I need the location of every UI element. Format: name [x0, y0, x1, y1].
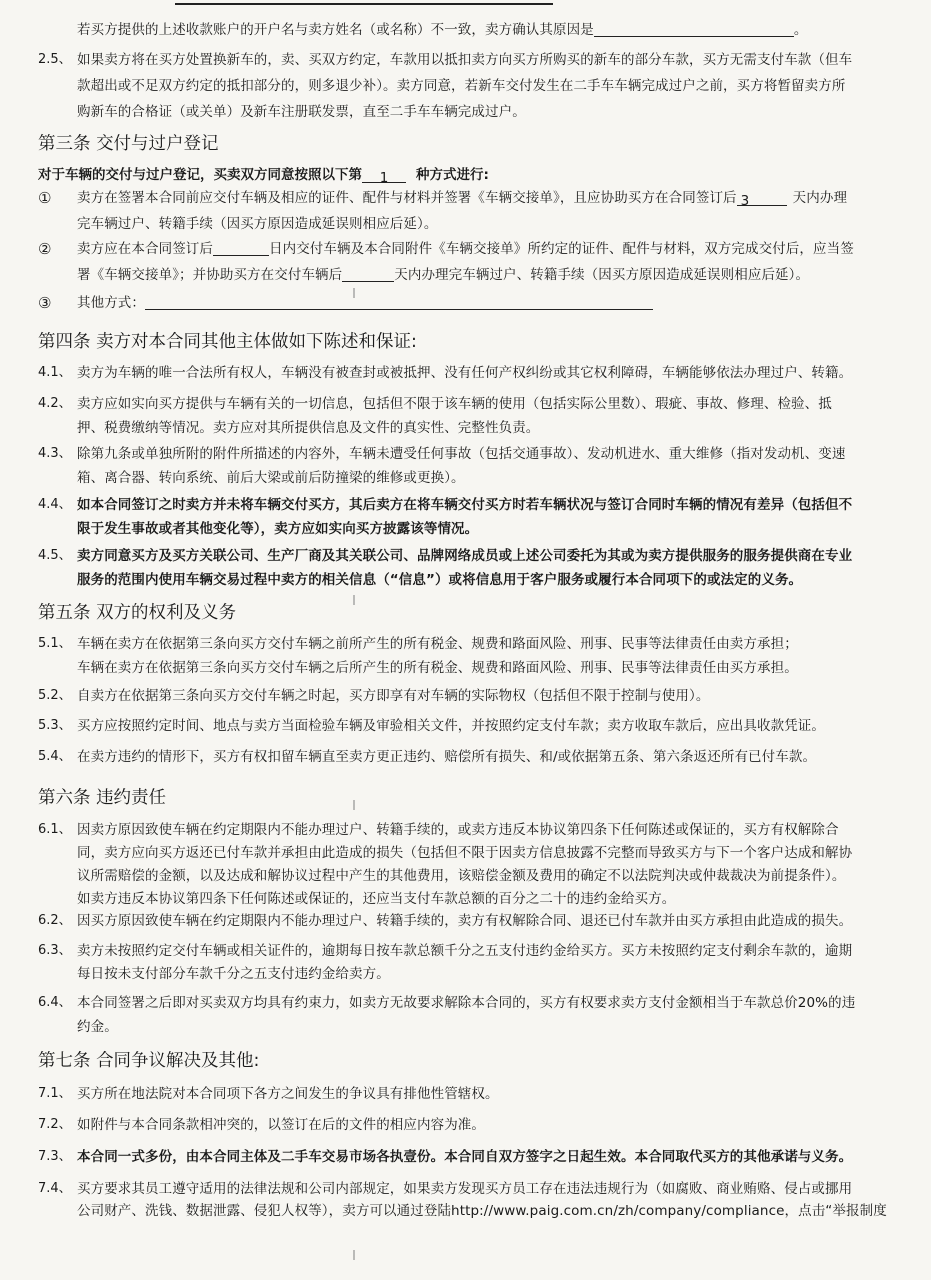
option-2-delivery-days-field[interactable] [213, 238, 269, 256]
clause-7-2-line-1: 如附件与本合同条款相冲突的，以签订在后的文件的相应内容为准。 [77, 1117, 485, 1133]
clause-6-2-line-1: 因买方原因致使车辆在约定期限内不能办理过户、转籍手续的，卖方有权解除合同、退还已付车款并由买方承担由此造成的损失。 [77, 913, 853, 929]
clause-4-3-line-2: 箱、离合器、转向系统、前后大梁或前后防撞梁的维修或更换）。 [77, 470, 465, 486]
underline-mark [175, 3, 553, 5]
option-1-days-field[interactable]: 3 [737, 188, 787, 206]
option-2-transfer-days-field[interactable] [342, 264, 394, 282]
clause-4-3-line-1: 除第九条或单独所附的附件所描述的内容外，车辆未遭受任何事故（包括交通事故）、发动机进水、重大维修（指对发动机、变速 [77, 446, 846, 462]
clause-7-1-line-1: 买方所在地法院对本合同项下各方之间发生的争议具有排他性管辖权。 [77, 1086, 499, 1102]
clause-5-4-line-1: 在卖方违约的情形下，买方有权扣留车辆直至卖方更正违约、赔偿所有损失、和/或依据第五条、第六条返还所有已付车款。 [77, 749, 817, 765]
scan-mark [353, 288, 355, 298]
clause-number: 4.2、 [38, 396, 72, 411]
clause-6-1-line-4: 如卖方违反本协议第四条下任何陈述或保证的，还应当支付车款总额的百分之二十的违约金给买方。 [77, 891, 676, 907]
account-mismatch-line [77, 17, 899, 43]
option-2-text-2: 署《车辆交接单》；并协助买方在交付车辆后 [77, 267, 343, 283]
clause-5-1-line-2: 车辆在卖方在依据第三条向买方交付车辆之后所产生的所有税金、规费和路面风险、刑事、民事等法律责任由买方承担。 [77, 660, 798, 676]
other-method-field[interactable] [145, 292, 653, 310]
clause-5-1-line-1: 车辆在卖方在依据第三条向买方交付车辆之前所产生的所有税金、规费和路面风险、刑事、民事等法律责任由卖方承担； [77, 636, 798, 652]
clause-number: 5.4、 [38, 749, 72, 764]
clause-5-3-line-1: 买方应按照约定时间、地点与卖方当面检验车辆及审验相关文件，并按照约定支付车款；卖方收取车款后，应出具收款凭证。 [77, 718, 825, 734]
clause-4-5-line-1: 卖方同意买方及买方关联公司、生产厂商及其关联公司、品牌网络成员或上述公司委托为其或为卖方提供服务的服务提供商在专业 [77, 548, 853, 564]
clause-2-5-line-3: 购新车的合格证（或关单）及新车注册联发票，直至二手车车辆完成过户。 [77, 104, 526, 120]
option-3-label: 其他方式： [77, 295, 145, 311]
option-1-line-1 [77, 185, 899, 211]
section-4-heading: 第四条 卖方对本合同其他主体做如下陈述和保证: [38, 332, 417, 352]
reason-blank[interactable] [594, 19, 794, 37]
option-2-line-1 [77, 236, 899, 262]
section-3-heading: 第三条 交付与过户登记 [38, 134, 219, 154]
clause-number: 7.1、 [38, 1086, 72, 1101]
option-2-text-cont: 日内交付车辆及本合同附件《车辆交接单》所约定的证件、配件与材料，双方完成交付后，应当签 [269, 241, 854, 257]
clause-4-5-line-2: 服务的范围内使用车辆交易过程中卖方的相关信息（“信息”）或将信息用于客户服务或履行本合同项下的或法定的义务。 [77, 572, 803, 588]
option-3-line [77, 290, 899, 316]
clause-6-3-line-1: 卖方未按照约定交付车辆或相关证件的，逾期每日按车款总额千分之五支付违约金给买方。买方未按照约定支付剩余车款的，逾期 [77, 943, 853, 959]
lead-text-end: 种方式进行: [416, 167, 489, 183]
clause-number: 5.3、 [38, 718, 72, 733]
scan-mark [353, 595, 355, 605]
clause-6-3-line-2: 每日按未支付部分车款千分之五支付违约金给卖方。 [77, 966, 390, 982]
clause-number: 4.3、 [38, 446, 72, 461]
scan-mark [353, 1250, 355, 1260]
clause-7-4-line-1: 买方要求其员工遵守适用的法律法规和公司内部规定，如果卖方发现买方员工存在违法违规行为（如腐败、商业贿赂、侵占或挪用 [77, 1181, 853, 1197]
lead-text: 对于车辆的交付与过户登记，买卖双方同意按照以下第 [38, 167, 362, 183]
clause-number: 5.2、 [38, 688, 72, 703]
clause-2-5-line-2: 款超出或不足双方约定的抵扣部分的，则多退少补）。卖方同意，若新车交付发生在二手车车辆完成过户之前，买方将暂留卖方所 [77, 78, 846, 94]
clause-number: 6.3、 [38, 943, 72, 958]
clause-number: 4.4、 [38, 497, 72, 512]
option-1-mark: ① [38, 189, 52, 207]
section-6-heading: 第六条 违约责任 [38, 788, 167, 808]
section-7-heading: 第七条 合同争议解决及其他: [38, 1051, 260, 1071]
scan-mark [353, 800, 355, 810]
clause-4-2-line-2: 押、税费缴纳等情况。卖方应对其所提供信息及文件的真实性、完整性负责。 [77, 420, 540, 436]
clause-7-3-line-1: 本合同一式多份，由本合同主体及二手车交易市场各执壹份。本合同自双方签字之日起生效。本合同取代买方的其他承诺与义务。 [77, 1149, 853, 1165]
option-1-text-end: 天内办理 [792, 190, 848, 206]
option-3-mark: ③ [38, 294, 52, 312]
option-2-line-2 [77, 262, 899, 288]
clause-7-4-line-2 [77, 1198, 899, 1224]
account-mismatch-text: 若买方提供的上述收款账户的开户名与卖方姓名（或名称）不一致，卖方确认其原因是 [77, 22, 594, 38]
option-1-text: 卖方在签署本合同前应交付车辆及相应的证件、配件与材料并签署《车辆交接单》，且应协助买方在合同签订后 [77, 190, 737, 206]
clause-4-4-line-1: 如本合同签订之时卖方并未将车辆交付买方，其后卖方在将车辆交付买方时若车辆状况与签订合同时车辆的情况有差异（包括但不 [77, 497, 853, 513]
option-2-text-3: 天内办理完车辆过户、转籍手续（因买方原因造成延误则相应后延）。 [394, 267, 810, 283]
clause-6-1-line-1: 因卖方原因致使车辆在约定期限内不能办理过户、转籍手续的，或卖方违反本协议第四条下任何陈述或保证的，买方有权解除合 [77, 822, 839, 838]
option-1-line-2: 完车辆过户、转籍手续（因买方原因造成延误则相应后延）。 [77, 216, 438, 232]
option-2-mark: ② [38, 240, 52, 258]
clause-4-4-line-2: 限于发生事故或者其他变化等），卖方应如实向买方披露该等情况。 [77, 521, 479, 537]
clause-6-1-line-2: 同，卖方应向买方返还已付车款并承担由此造成的损失（包括但不限于因卖方信息披露不完整而导致买方与下一个客户达成和解协 [77, 845, 853, 861]
clause-number: 2.5、 [38, 52, 72, 67]
clause-4-2-line-1: 卖方应如实向买方提供与车辆有关的一切信息，包括但不限于该车辆的使用（包括实际公里数）、瑕疵、事故、修理、检验、抵 [77, 396, 832, 412]
method-choice-field[interactable]: 1 [362, 165, 406, 183]
clause-number: 6.2、 [38, 913, 72, 928]
clause-6-4-line-1: 本合同签署之后即对买卖双方均具有约束力，如卖方无故要求解除本合同的，买方有权要求卖方支付金额相当于车款总价20%的违 [77, 995, 856, 1011]
clause-number: 4.5、 [38, 548, 72, 563]
clause-2-5-line-1: 如果卖方将在买方处置换新车的，卖、买双方约定，车款用以抵扣卖方向买方所购买的新车的部分车款，买方无需支付车款（但车 [77, 52, 853, 68]
clause-number: 6.4、 [38, 995, 72, 1010]
clause-5-2-line-1: 自卖方在依据第三条向买方交付车辆之时起，买方即享有对车辆的实际物权（包括但不限于控制与使用）。 [77, 688, 710, 704]
clause-7-4-link-text[interactable]: 公司财产、洗钱、数据泄露、侵犯人权等），卖方可以通过登陆http://www.paig.com.cn/zh/company/compliance，点击“举报制度 [77, 1203, 887, 1219]
clause-number: 5.1、 [38, 636, 72, 651]
clause-number: 4.1、 [38, 365, 72, 380]
section-5-heading: 第五条 双方的权利及义务 [38, 603, 237, 623]
clause-number: 7.2、 [38, 1117, 72, 1132]
option-2-text: 卖方应在本合同签订后 [77, 241, 213, 257]
clause-6-1-line-3: 议所需赔偿的金额，以及达成和解协议过程中产生的其他费用，该赔偿金额及费用的确定不以法院判决或仲裁裁决为前提条件）。 [77, 868, 846, 884]
clause-number: 7.4、 [38, 1181, 72, 1196]
clause-6-4-line-2: 约金。 [77, 1019, 118, 1035]
clause-number: 6.1、 [38, 822, 72, 837]
clause-number: 7.3、 [38, 1149, 72, 1164]
period: 。 [793, 22, 808, 38]
clause-4-1-line-1: 卖方为车辆的唯一合法所有权人，车辆没有被查封或被抵押、没有任何产权纠纷或其它权利障碍，车辆能够依法办理过户、转籍。 [77, 365, 853, 381]
